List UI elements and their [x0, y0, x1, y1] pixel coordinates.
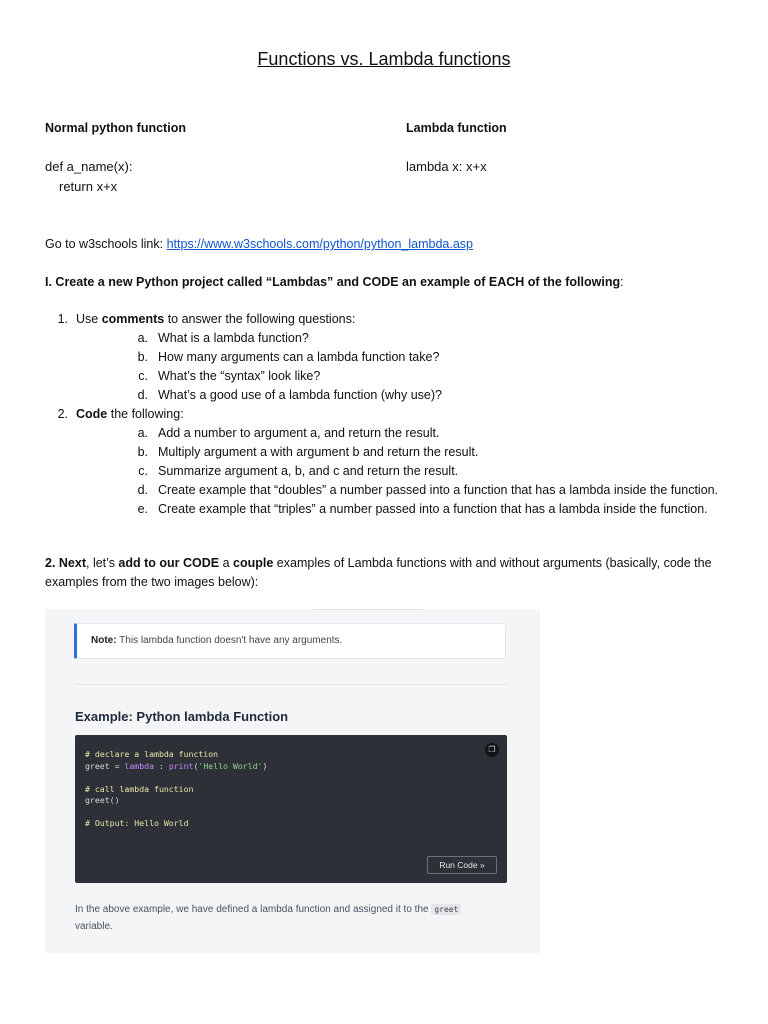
code-block — [75, 735, 507, 883]
sub-item — [45, 348, 745, 367]
code-keyword: lambda — [124, 760, 155, 771]
sub-letter: d. — [137, 388, 148, 402]
page-title: Functions vs. Lambda functions — [257, 49, 511, 69]
sub-text: Multiply argument a with argument b and return the result. — [158, 445, 479, 459]
sub-letter: b. — [137, 350, 148, 364]
sub-item — [45, 443, 745, 462]
normal-function-heading: Normal python function — [45, 121, 186, 135]
sub-item — [45, 500, 745, 519]
example-title: Example: Python lambda Function — [75, 709, 289, 724]
code-token: ( — [193, 760, 199, 771]
sub-item — [45, 462, 745, 481]
sub-text: Add a number to argument a, and return the result. — [158, 426, 440, 440]
run-code-button[interactable]: Run Code » — [427, 856, 497, 874]
sub-letter: a. — [137, 426, 148, 440]
normal-function-def-line: def a_name(x): — [45, 159, 133, 174]
section2-text: a — [219, 556, 234, 570]
section1-heading-text: I. Create a new Python project called “Lambdas” and CODE an example of EACH of the following — [45, 275, 621, 289]
sub-text: What’s the “syntax” look like? — [158, 369, 321, 383]
sub-text: Create example that “triples” a number passed into a function that has a lambda inside the function. — [158, 502, 708, 516]
divider — [75, 684, 507, 685]
note-callout — [74, 623, 506, 659]
section2-bold-code: add to our CODE — [118, 556, 220, 570]
section1-heading-colon: : — [620, 275, 624, 289]
code-comment: # call lambda function — [85, 783, 194, 794]
note-label: Note: — [91, 635, 117, 646]
example-screenshot — [45, 609, 540, 953]
list-item-1-bold: comments — [101, 312, 165, 326]
sub-text: What’s a good use of a lambda function (why use)? — [158, 388, 442, 402]
section2-text: , let’s — [86, 556, 119, 570]
w3schools-link[interactable]: https://www.w3schools.com/python/python_lambda.asp — [166, 237, 474, 251]
sub-letter: c. — [138, 369, 148, 383]
code-function: print — [168, 760, 194, 771]
list-item-2-post: the following: — [107, 407, 184, 421]
sub-text: What is a lambda function? — [158, 331, 309, 345]
screenshot-top-rule — [313, 609, 423, 610]
code-string: 'Hello World' — [198, 760, 263, 771]
sub-letter: b. — [137, 445, 148, 459]
note-text: This lambda function doesn't have any arguments. — [116, 635, 343, 646]
sub-letter: d. — [137, 483, 148, 497]
sub-letter: c. — [138, 464, 148, 478]
code-comment: # declare a lambda function — [85, 749, 219, 759]
normal-function-return-line: return x+x — [59, 179, 118, 194]
task-list — [45, 310, 745, 519]
code-token: greet() — [85, 795, 120, 805]
sub-letter: e. — [137, 502, 148, 516]
caption-text: In the above example, we have defined a lambda function and assigned it to the — [75, 904, 432, 915]
link-line — [45, 235, 473, 254]
normal-function-code — [45, 157, 132, 197]
sub-text: Create example that “doubles” a number passed into a function that has a lambda inside the function. — [158, 483, 719, 497]
caption-inline-code: greet — [431, 904, 461, 915]
code-comment: # Output: Hello World — [85, 818, 189, 828]
code-token: ) — [262, 760, 268, 771]
section2-text: examples of Lambda functions with and without arguments (basically, code the examples from the two images below): — [45, 556, 712, 589]
sub-text: Summarize argument a, b, and c and return the result. — [158, 464, 459, 478]
caption-text: variable. — [75, 921, 113, 932]
lambda-function-heading: Lambda function — [406, 121, 507, 135]
sub-item — [45, 481, 745, 500]
sub-item — [45, 367, 745, 386]
section1-heading — [45, 273, 735, 292]
sub-text: How many arguments can a lambda function take? — [158, 350, 440, 364]
sub-item — [45, 424, 745, 443]
list-item-2-bold: Code — [76, 407, 108, 421]
sub-item — [45, 329, 745, 348]
list-number: 1. — [57, 312, 68, 326]
code-token: greet = — [85, 760, 125, 771]
lambda-function-code: lambda x: x+x — [406, 159, 487, 174]
list-item-1-pre: Use — [76, 312, 102, 326]
list-item-1-post: to answer the following questions: — [164, 312, 356, 326]
copy-icon[interactable]: ❐ — [485, 743, 499, 757]
list-item-1 — [45, 310, 745, 329]
section2-bold-couple: couple — [233, 556, 274, 570]
link-prefix: Go to w3schools link: — [45, 237, 167, 251]
code-text — [85, 749, 267, 830]
list-item-2 — [45, 405, 745, 424]
section2-bold-next: 2. Next — [45, 556, 86, 570]
list-number: 2. — [57, 407, 68, 421]
sub-letter: a. — [137, 331, 148, 345]
section2-paragraph — [45, 554, 735, 592]
sub-item — [45, 386, 745, 405]
example-caption — [75, 901, 515, 935]
code-token: : — [154, 760, 169, 771]
